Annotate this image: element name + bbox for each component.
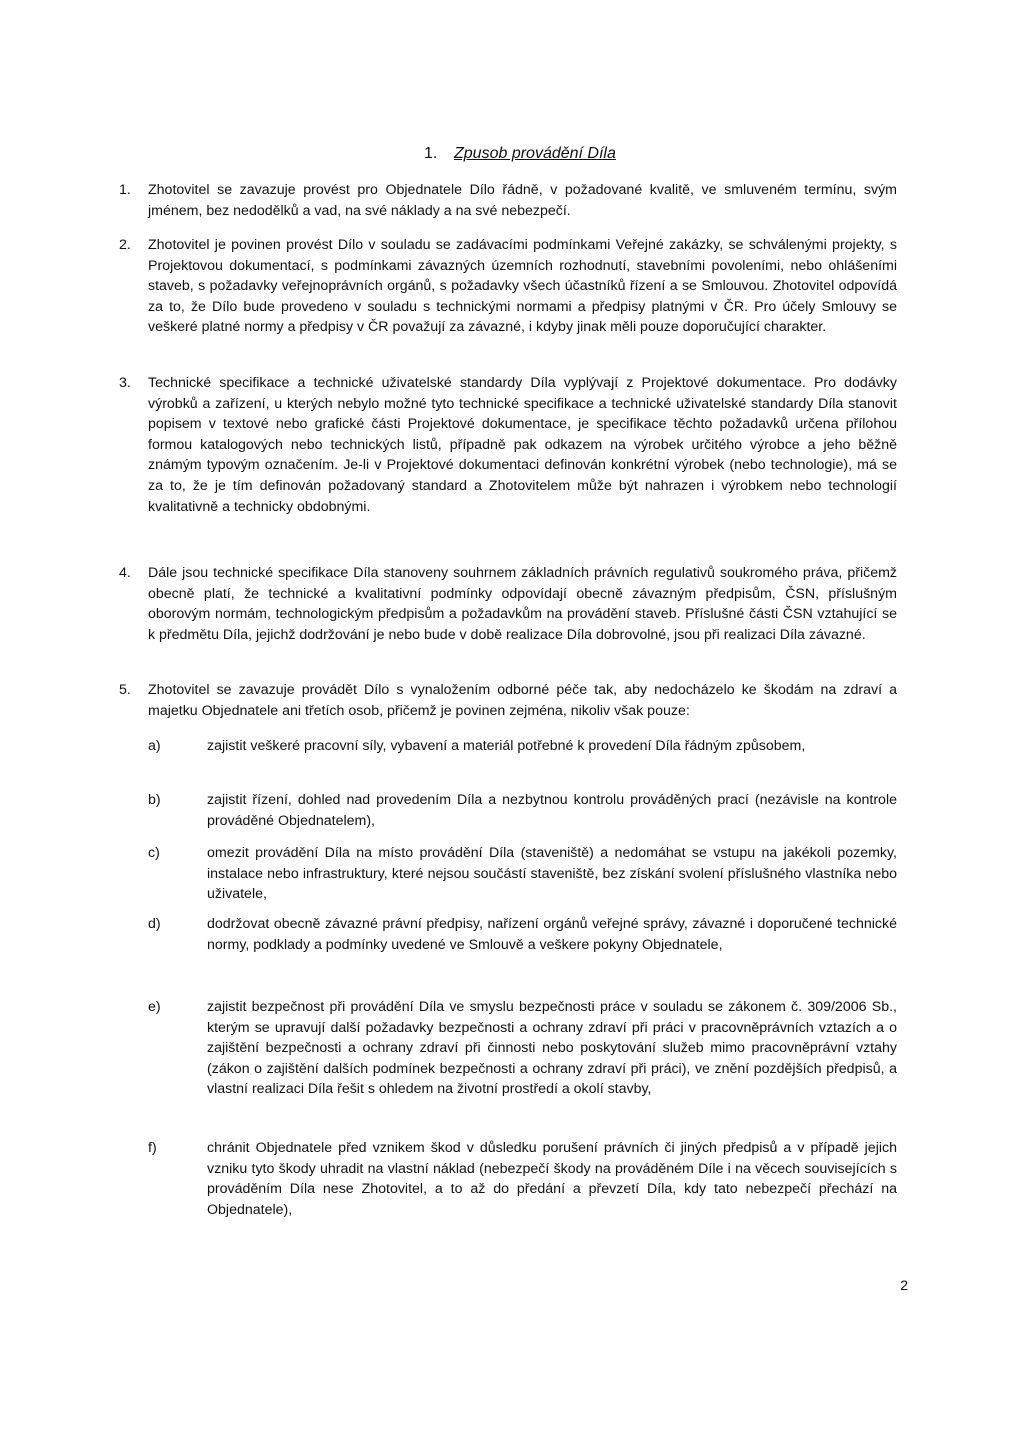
- clause-1: [119, 180, 897, 221]
- subclause-f: [148, 1138, 897, 1220]
- subclause-letter: b): [148, 792, 161, 808]
- clause-text: Technické specifikace a technické uživatelské standardy Díla vyplývají z Projektové dokumentace. Pro dodávky výrobků a zařízení, u kterých nebylo možné tyto technické specifikace a technické uživatelské standardy Díla stanovit popisem v textové nebo grafické části Projektové dokumentace, je specifikace těchto požadavků určena přílohou formou katalogových nebo technických listů, případně pak odkazem na výrobek určitého výrobce a jeho běžně známým typovým označením. Je-li v Projektové dokumentaci definován konkrétní výrobek (nebo technologie), má se za to, že je tím definován požadovaný standard a Zhotovitelem může být nahrazen i výrobkem nebo technologií kvalitativně a technicky obdobnými.: [148, 375, 897, 515]
- page-number: 2: [900, 1277, 908, 1293]
- clause-number: 3.: [119, 375, 131, 391]
- clause-text: Zhotovitel se zavazuje provádět Dílo s vynaložením odborné péče tak, aby nedocházelo ke škodám na zdraví a majetku Objednatele ani třetích osob, přičemž je povinen zejména, nikoliv však pouze:: [148, 682, 897, 719]
- subclause-text: dodržovat obecně závazné právní předpisy, nařízení orgánů veřejné správy, závazné i doporučené technické normy, podklady a podmínky uvedené ve Smlouvě a veškere pokyny Objednatele,: [207, 916, 897, 953]
- subclause-text: chránit Objednatele před vznikem škod v důsledku porušení právních či jiných předpisů a v případě jejich vzniku tyto škody uhradit na vlastní náklad (nebezpečí škody na prováděném Díle i na věcech souvisejících s prováděním Díla nese Zhotovitel, a to až do předání a převzetí Díla, kdy tato nebezpečí přechází na Objednatele),: [207, 1140, 897, 1218]
- section-number: 1.: [424, 145, 438, 162]
- clause-text: Zhotovitel je povinen provést Dílo v souladu se zadávacími podmínkami Veřejné zakázky, se schválenými projekty, s Projektovou dokumentací, s podmínkami závazných územních rozhodnutí, stavebními povoleními, nebo ohlášeními staveb, s požadavky veřejnoprávních orgánů, s požadavky všech účastníků řízení a se Smlouvou. Zhotovitel odpovídá za to, že Dílo bude provedeno v souladu s technickými normami a předpisy platnými v ČR. Pro účely Smlouvy se veškeré platné normy a předpisy v ČR považují za závazné, i kdyby jinak měli pouze doporučující charakter.: [148, 237, 897, 336]
- clause-3: [119, 373, 897, 517]
- clause-number: 4.: [119, 565, 131, 581]
- subclause-c: [148, 843, 897, 905]
- subclause-b: [148, 790, 897, 831]
- subclause-text: zajistit veškeré pracovní síly, vybavení a materiál potřebné k provedení Díla řádným způsobem,: [207, 738, 806, 754]
- clause-2: [119, 235, 897, 338]
- subclause-letter: f): [148, 1140, 157, 1156]
- section-title: Zpusob provádění Díla: [454, 145, 616, 162]
- subclause-text: zajistit řízení, dohled nad provedením Díla a nezbytnou kontrolu prováděných prací (nezávisle na kontrole prováděné Objednatelem),: [207, 792, 897, 829]
- subclause-letter: a): [148, 738, 161, 754]
- clause-number: 1.: [119, 182, 131, 198]
- section-heading: [424, 144, 616, 164]
- subclause-a: [148, 736, 897, 757]
- subclause-letter: d): [148, 916, 161, 932]
- subclause-text: omezit provádění Díla na místo provádění Díla (staveniště) a nedomáhat se vstupu na jakékoli pozemky, instalace nebo infrastruktury, které nejsou součástí staveniště, bez získání svolení příslušného vlastníka nebo uživatele,: [207, 845, 897, 903]
- subclause-text: zajistit bezpečnost při provádění Díla ve smyslu bezpečnosti práce v souladu se zákonem č. 309/2006 Sb., kterým se upravují další požadavky bezpečnosti a ochrany zdraví při práci v pracovněprávních vztazích a o zajištění bezpečnosti a ochrany zdraví při činnosti nebo poskytování služeb mimo pracovněprávní vztahy (zákon o zajištění dalších podmínek bezpečnosti a ochrany zdraví při práci), ve znění pozdějších předpisů, a vlastní realizaci Díla řešit s ohledem na životní prostředí a okolí stavby,: [207, 999, 897, 1098]
- subclause-e: [148, 997, 897, 1100]
- clause-text: Zhotovitel se zavazuje provést pro Objednatele Dílo řádně, v požadované kvalitě, ve smluveném termínu, svým jménem, bez nedodělků a vad, na své náklady a na své nebezpečí.: [148, 182, 897, 219]
- clause-text: Dále jsou technické specifikace Díla stanoveny souhrnem základních právních regulativů soukromého práva, přičemž obecně platí, že technické a kvalitativní podmínky odpovídají obecně závazným předpisům, ČSN, příslušným oborovým normám, technologickým předpisům a požadavkům na provádění staveb. Příslušné části ČSN vztahující se k předmětu Díla, jejichž dodržování je nebo bude v době realizace Díla dobrovolné, jsou při realizaci Díla závazné.: [148, 565, 897, 643]
- subclause-letter: e): [148, 999, 161, 1015]
- clause-number: 2.: [119, 237, 131, 253]
- clause-number: 5.: [119, 682, 131, 698]
- subclause-letter: c): [148, 845, 160, 861]
- subclause-d: [148, 914, 897, 955]
- clause-4: [119, 563, 897, 645]
- clause-5: [119, 680, 897, 721]
